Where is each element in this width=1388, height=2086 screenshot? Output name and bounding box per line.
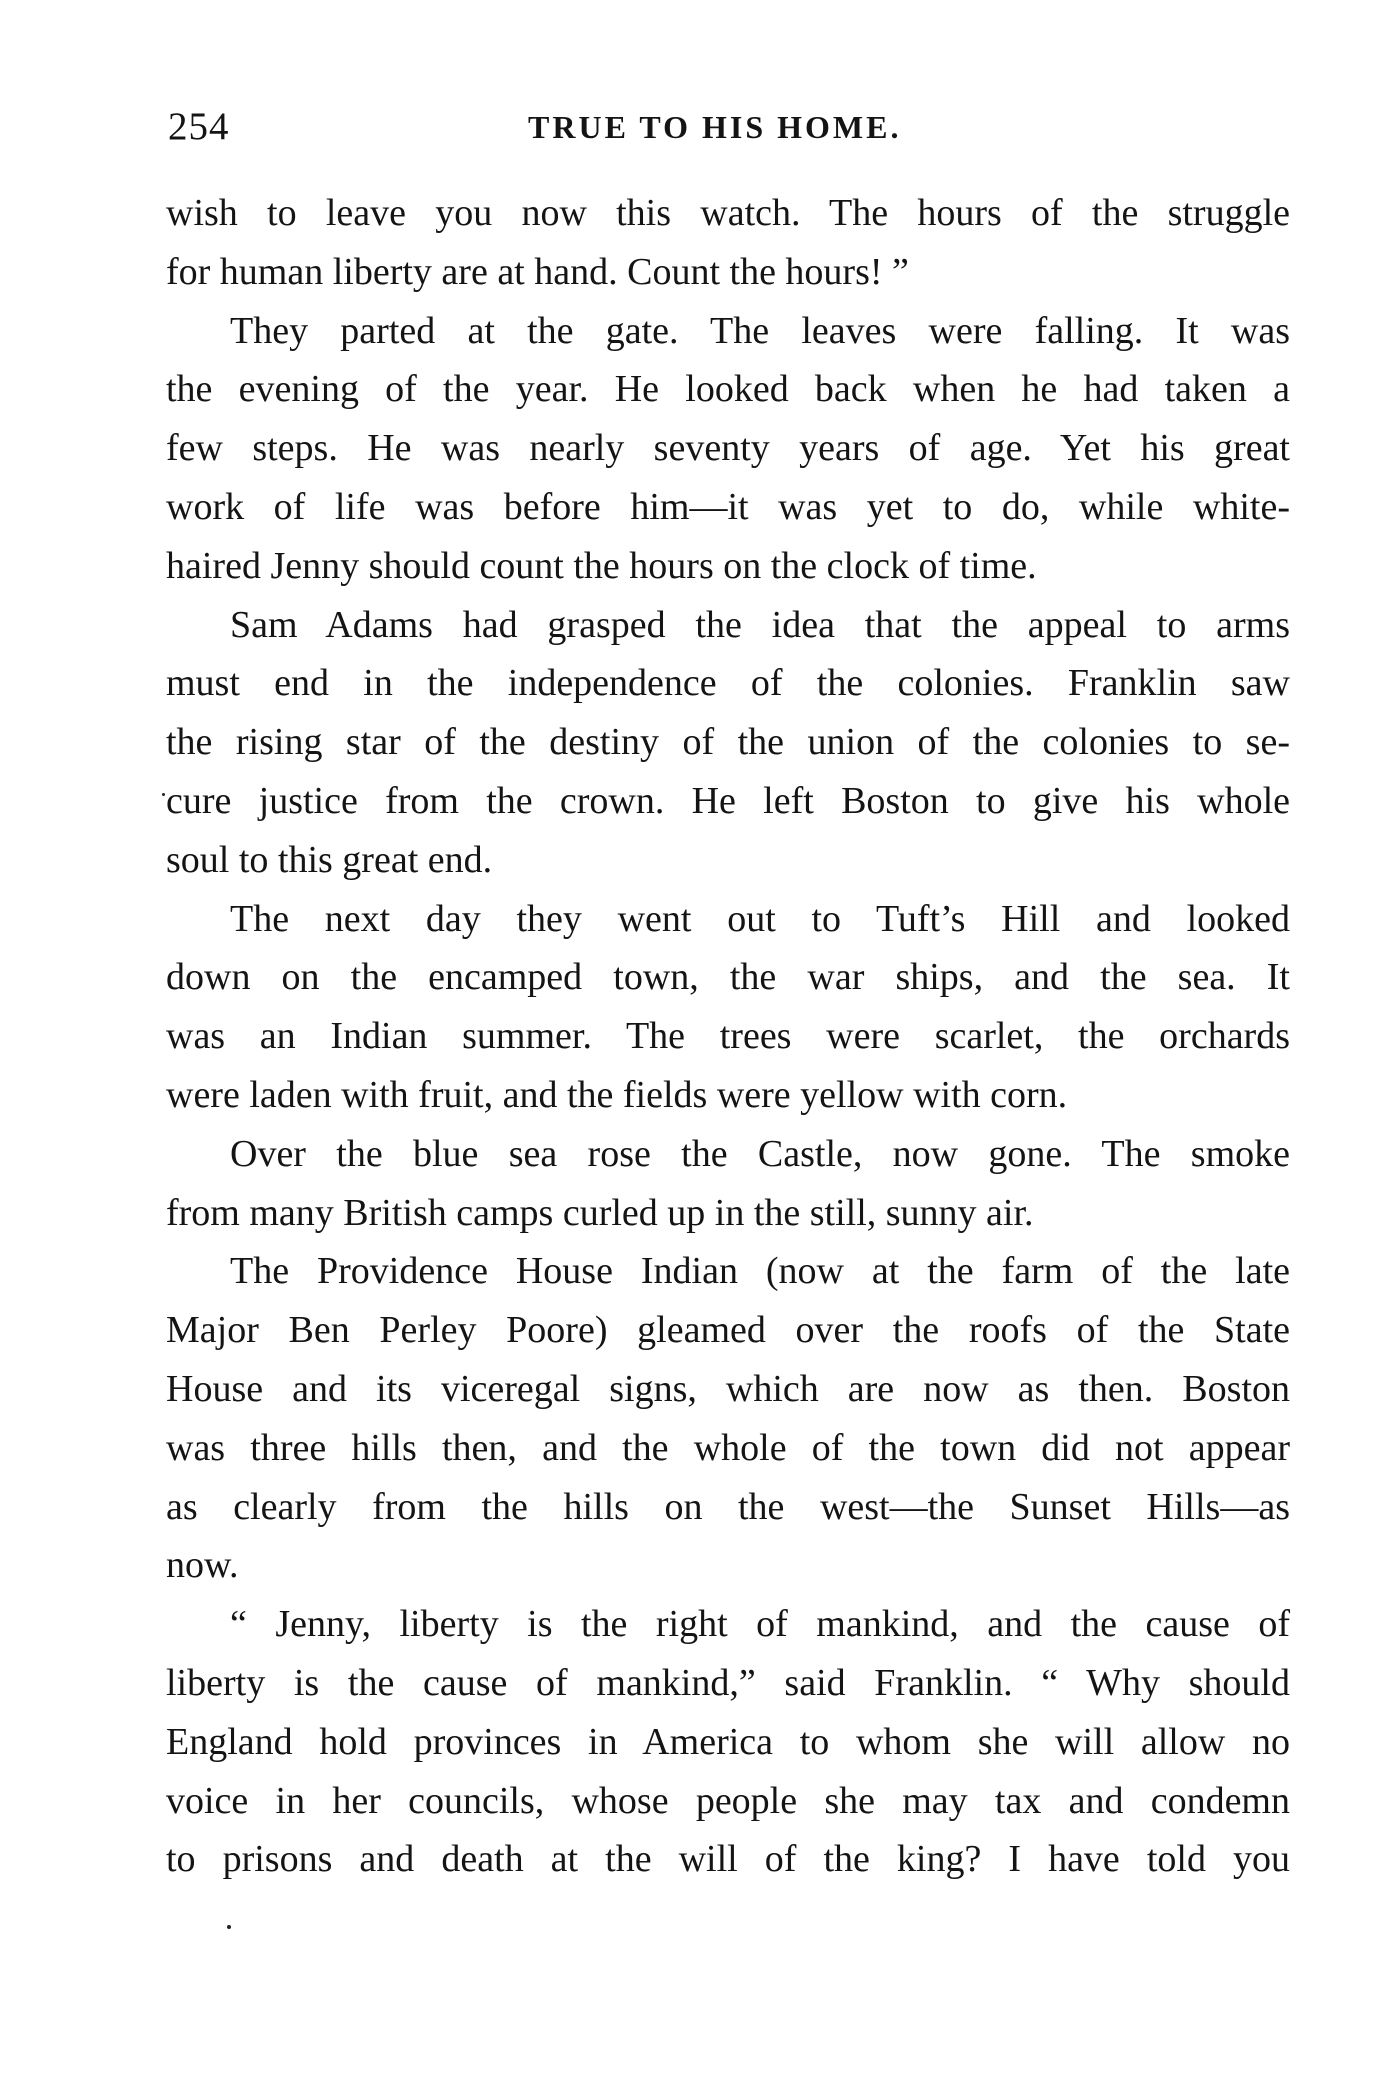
text-line: soul to this great end. [166,838,493,881]
text-line: to prisons and death at the will of the king? I have told you [166,1838,1290,1881]
text-line: They parted at the gate. The leaves were falling. It was [230,309,1290,352]
text-line: “ Jenny, liberty is the right of mankind, and the cause of [230,1603,1290,1646]
text-line: were laden with fruit, and the fields were yellow with corn. [166,1073,1068,1116]
text-line: now. [166,1544,239,1587]
text-line: House and its viceregal signs, which are now as then. Boston [166,1367,1290,1410]
text-line: was an Indian summer. The trees were scarlet, the orchards [166,1015,1290,1058]
body-text [166,184,1290,1889]
text-line: England hold provinces in America to whom she will allow no [166,1720,1290,1763]
text-line: The next day they went out to Tuft’s Hill and looked [230,897,1290,940]
text-line: voice in her councils, whose people she may tax and condemn [166,1779,1290,1822]
text-line: down on the encamped town, the war ships, and the sea. It [166,956,1290,999]
text-line: Major Ben Perley Poore) gleamed over the roofs of the State [166,1309,1290,1352]
text-line: wish to leave you now this watch. The hours of the struggle [166,192,1290,234]
text-line: was three hills then, and the whole of the town did not appear [166,1426,1290,1469]
text-line: must end in the independence of the colonies. Franklin saw [166,662,1290,705]
running-title: TRUE TO HIS HOME. [528,109,902,145]
text-line: The Providence House Indian (now at the farm of the late [230,1250,1290,1293]
text-line: haired Jenny should count the hours on the clock of time. [166,544,1037,587]
text-line: liberty is the cause of mankind,” said Franklin. “ Why should [166,1661,1290,1704]
text-line: Over the blue sea rose the Castle, now gone. The smoke [230,1132,1290,1175]
text-line: the rising star of the destiny of the union of the colonies to se- [166,721,1290,764]
text-line: work of life was before him—it was yet to do, while white- [166,485,1290,528]
text-line: from many British camps curled up in the still, sunny air. [166,1191,1034,1234]
text-line: few steps. He was nearly seventy years of age. Yet his great [166,427,1290,470]
margin-speck [227,1925,231,1929]
text-line: Sam Adams had grasped the idea that the appeal to arms [230,603,1290,646]
page-header [168,102,1288,152]
text-line: for human liberty are at hand. Count the hours! ” [166,250,909,293]
text-line: as clearly from the hills on the west—the Sunset Hills—as [166,1485,1290,1528]
text-line: the evening of the year. He looked back when he had taken a [166,368,1290,411]
margin-speck [162,793,165,796]
page-number: 254 [168,105,230,148]
text-line: cure justice from the crown. He left Boston to give his whole [166,779,1290,822]
